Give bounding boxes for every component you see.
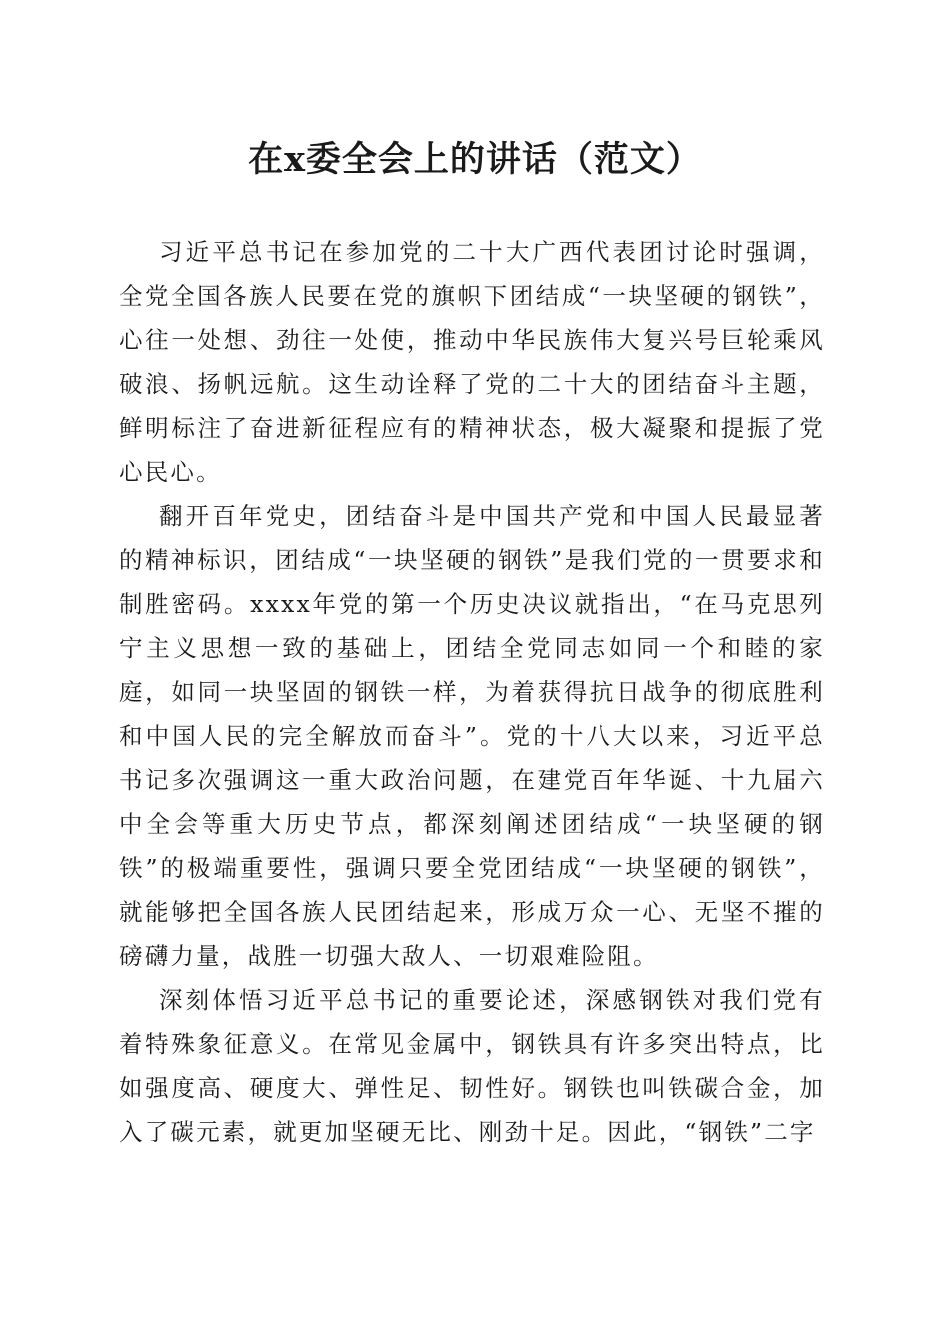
paragraph-2: 翻开百年党史，团结奋斗是中国共产党和中国人民最显著的精神标识，团结成“一块坚硬的钢铁”是我们党的一贯要求和制胜密码。xxxx年党的第一个历史决议就指出，“在马克思列宁主义思想一致的基础上，团结全党同志如同一个和睦的家庭，如同一块坚固的钢铁一样，为着获得抗日战争的彻底胜利和中国人民的完全解放而奋斗”。党的十八大以来，习近平总书记多次强调这一重大政治问题，在建党百年华诞、十九届六中全会等重大历史节点，都深刻阐述团结成“一块坚硬的钢铁”的极端重要性，强调只要全党团结成“一块坚硬的钢铁”，就能够把全国各族人民团结起来，形成万众一心、无坚不摧的磅礴力量，战胜一切强大敌人、一切艰难险阻。 <box>119 502 825 970</box>
paragraph-3: 深刻体悟习近平总书记的重要论述，深感钢铁对我们党有着特殊象征意义。在常见金属中，钢铁具有许多突出特点，比如强度高、硬度大、弹性足、韧性好。钢铁也叫铁碳合金，加入了碳元素，就更加坚硬无比、刚劲十足。因此，“钢铁”二字 <box>119 986 825 1146</box>
paragraph-1: 习近平总书记在参加党的二十大广西代表团讨论时强调，全党全国各族人民要在党的旗帜下团结成“一块坚硬的钢铁”，心往一处想、劲往一处使，推动中华民族伟大复兴号巨轮乘风破浪、扬帆远航。这生动诠释了党的二十大的团结奋斗主题，鲜明标注了奋进新征程应有的精神状态，极大凝聚和提振了党心民心。 <box>119 238 825 486</box>
document-title: 在x委全会上的讲话（范文） <box>248 139 702 180</box>
document-body <box>119 230 825 1154</box>
